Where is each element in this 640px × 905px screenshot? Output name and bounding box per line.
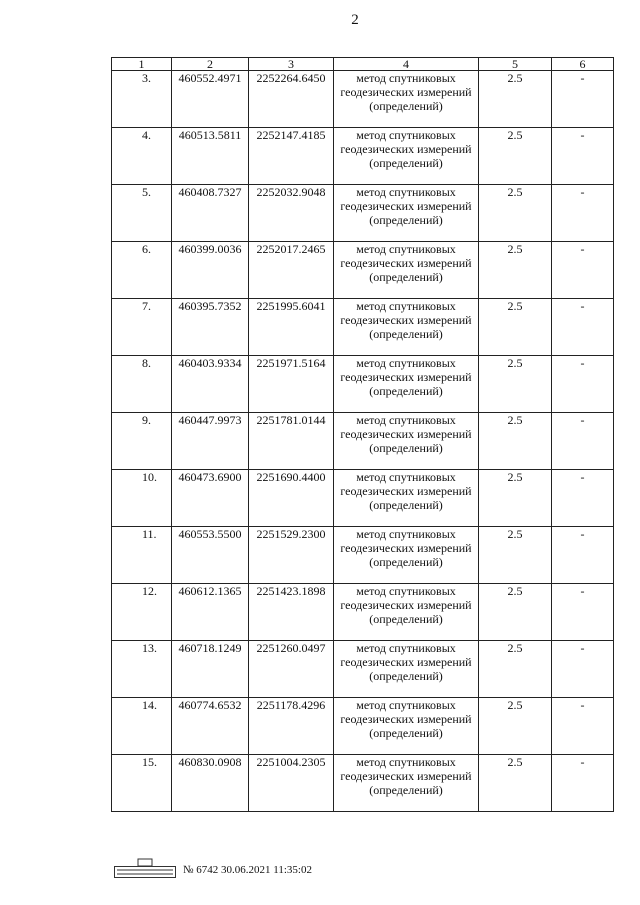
note-cell: - — [552, 242, 614, 299]
x-coordinate-cell: 460718.1249 — [172, 641, 249, 698]
table-row — [112, 584, 614, 641]
accuracy-cell: 2.5 — [479, 527, 552, 584]
y-coordinate-cell: 2252264.6450 — [249, 71, 334, 128]
point-number-cell: 9. — [112, 413, 172, 470]
x-coordinate-cell: 460408.7327 — [172, 185, 249, 242]
method-cell: метод спутниковых геодезических измерений (определений) — [334, 185, 479, 242]
accuracy-cell: 2.5 — [479, 299, 552, 356]
table-row — [112, 185, 614, 242]
note-cell: - — [552, 128, 614, 185]
point-number-cell: 7. — [112, 299, 172, 356]
note-cell: - — [552, 470, 614, 527]
x-coordinate-cell: 460552.4971 — [172, 71, 249, 128]
note-cell: - — [552, 71, 614, 128]
accuracy-cell: 2.5 — [479, 698, 552, 755]
x-coordinate-cell: 460403.9334 — [172, 356, 249, 413]
point-number-cell: 10. — [112, 470, 172, 527]
x-coordinate-cell: 460447.9973 — [172, 413, 249, 470]
accuracy-cell: 2.5 — [479, 755, 552, 812]
table-row — [112, 698, 614, 755]
y-coordinate-cell: 2251781.0144 — [249, 413, 334, 470]
note-cell: - — [552, 698, 614, 755]
accuracy-cell: 2.5 — [479, 641, 552, 698]
y-coordinate-cell: 2251004.2305 — [249, 755, 334, 812]
point-number-cell: 3. — [112, 71, 172, 128]
point-number-cell: 11. — [112, 527, 172, 584]
registration-stamp-text: № 6742 30.06.2021 11:35:02 — [183, 864, 312, 876]
table-row — [112, 128, 614, 185]
y-coordinate-cell: 2252017.2465 — [249, 242, 334, 299]
method-cell: метод спутниковых геодезических измерений (определений) — [334, 584, 479, 641]
table-row — [112, 470, 614, 527]
x-coordinate-cell: 460612.1365 — [172, 584, 249, 641]
x-coordinate-cell: 460513.5811 — [172, 128, 249, 185]
y-coordinate-cell: 2252147.4185 — [249, 128, 334, 185]
accuracy-cell: 2.5 — [479, 356, 552, 413]
table-row — [112, 71, 614, 128]
x-coordinate-cell: 460399.0036 — [172, 242, 249, 299]
emblem-stamp-icon — [114, 858, 176, 878]
column-header: 1 — [112, 58, 172, 71]
y-coordinate-cell: 2252032.9048 — [249, 185, 334, 242]
method-cell: метод спутниковых геодезических измерений (определений) — [334, 356, 479, 413]
method-cell: метод спутниковых геодезических измерений (определений) — [334, 527, 479, 584]
accuracy-cell: 2.5 — [479, 185, 552, 242]
note-cell: - — [552, 413, 614, 470]
method-cell: метод спутниковых геодезических измерений (определений) — [334, 755, 479, 812]
x-coordinate-cell: 460553.5500 — [172, 527, 249, 584]
table-row — [112, 413, 614, 470]
page-number: 2 — [351, 12, 359, 28]
note-cell: - — [552, 755, 614, 812]
note-cell: - — [552, 584, 614, 641]
accuracy-cell: 2.5 — [479, 242, 552, 299]
note-cell: - — [552, 527, 614, 584]
method-cell: метод спутниковых геодезических измерений (определений) — [334, 71, 479, 128]
note-cell: - — [552, 185, 614, 242]
y-coordinate-cell: 2251690.4400 — [249, 470, 334, 527]
point-number-cell: 8. — [112, 356, 172, 413]
point-number-cell: 5. — [112, 185, 172, 242]
column-header: 3 — [249, 58, 334, 71]
table-row — [112, 755, 614, 812]
y-coordinate-cell: 2251529.2300 — [249, 527, 334, 584]
point-number-cell: 13. — [112, 641, 172, 698]
note-cell: - — [552, 299, 614, 356]
note-cell: - — [552, 356, 614, 413]
y-coordinate-cell: 2251178.4296 — [249, 698, 334, 755]
point-number-cell: 12. — [112, 584, 172, 641]
accuracy-cell: 2.5 — [479, 71, 552, 128]
point-number-cell: 15. — [112, 755, 172, 812]
table-row — [112, 242, 614, 299]
table-row — [112, 641, 614, 698]
accuracy-cell: 2.5 — [479, 584, 552, 641]
point-number-cell: 14. — [112, 698, 172, 755]
y-coordinate-cell: 2251423.1898 — [249, 584, 334, 641]
accuracy-cell: 2.5 — [479, 413, 552, 470]
column-header: 6 — [552, 58, 614, 71]
point-number-cell: 4. — [112, 128, 172, 185]
y-coordinate-cell: 2251260.0497 — [249, 641, 334, 698]
point-number-cell: 6. — [112, 242, 172, 299]
method-cell: метод спутниковых геодезических измерений (определений) — [334, 641, 479, 698]
method-cell: метод спутниковых геодезических измерений (определений) — [334, 413, 479, 470]
x-coordinate-cell: 460774.6532 — [172, 698, 249, 755]
accuracy-cell: 2.5 — [479, 128, 552, 185]
table-row — [112, 527, 614, 584]
method-cell: метод спутниковых геодезических измерений (определений) — [334, 242, 479, 299]
note-cell: - — [552, 641, 614, 698]
table-header-row — [112, 58, 614, 71]
column-header: 2 — [172, 58, 249, 71]
coordinates-table — [111, 57, 614, 812]
x-coordinate-cell: 460395.7352 — [172, 299, 249, 356]
y-coordinate-cell: 2251995.6041 — [249, 299, 334, 356]
y-coordinate-cell: 2251971.5164 — [249, 356, 334, 413]
column-header: 5 — [479, 58, 552, 71]
x-coordinate-cell: 460830.0908 — [172, 755, 249, 812]
column-header: 4 — [334, 58, 479, 71]
table-row — [112, 299, 614, 356]
table-row — [112, 356, 614, 413]
method-cell: метод спутниковых геодезических измерений (определений) — [334, 470, 479, 527]
method-cell: метод спутниковых геодезических измерений (определений) — [334, 698, 479, 755]
method-cell: метод спутниковых геодезических измерений (определений) — [334, 299, 479, 356]
x-coordinate-cell: 460473.6900 — [172, 470, 249, 527]
accuracy-cell: 2.5 — [479, 470, 552, 527]
method-cell: метод спутниковых геодезических измерений (определений) — [334, 128, 479, 185]
